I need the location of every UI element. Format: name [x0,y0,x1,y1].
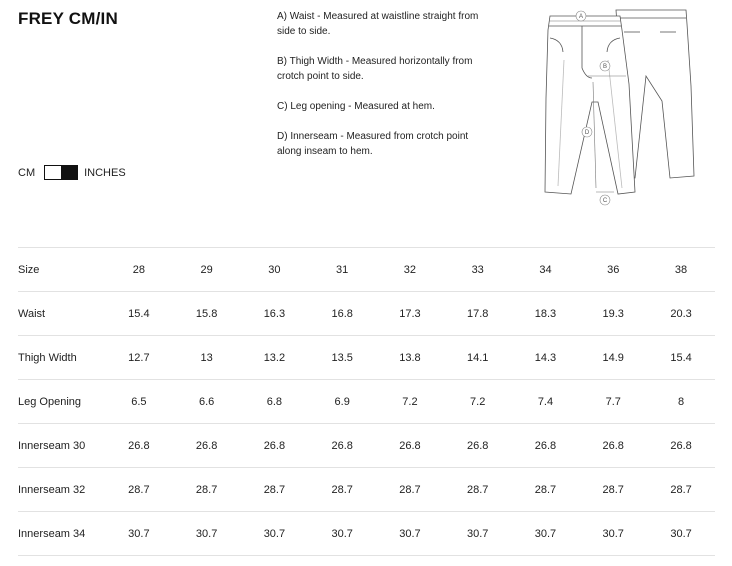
row-label: Innerseam 34 [18,512,105,556]
table-cell: 30.7 [173,512,241,556]
row-label: Leg Opening [18,380,105,424]
table-header-row [18,248,715,292]
table-cell: 26.8 [173,424,241,468]
size-header-label: Size [18,248,105,292]
table-cell: 26.8 [579,424,647,468]
table-cell: 15.4 [105,292,173,336]
table-cell: 6.8 [241,380,309,424]
table-cell: 15.4 [647,336,715,380]
table-cell: 28.7 [241,468,309,512]
unit-inches-label[interactable]: INCHES [84,166,126,179]
table-cell: 7.7 [579,380,647,424]
unit-switch[interactable] [44,165,78,180]
table-cell: 30.7 [444,512,512,556]
table-row [18,336,715,380]
table-cell: 6.6 [173,380,241,424]
size-table [18,247,715,556]
table-row [18,512,715,556]
table-cell: 6.9 [308,380,376,424]
table-cell: 15.8 [173,292,241,336]
table-cell: 28.7 [105,468,173,512]
table-cell: 8 [647,380,715,424]
table-cell: 30.7 [241,512,309,556]
marker-a: A [578,14,584,20]
table-cell: 7.2 [444,380,512,424]
note-waist: A) Waist - Measured at waistline straight from side to side. [277,11,479,37]
table-cell: 16.3 [241,292,309,336]
unit-switch-knob [61,166,77,179]
table-cell: 13.5 [308,336,376,380]
table-row [18,292,715,336]
unit-cm-label[interactable]: CM [18,166,36,179]
size-header-cell: 31 [308,248,376,292]
table-cell: 12.7 [105,336,173,380]
size-header-cell: 29 [173,248,241,292]
table-cell: 16.8 [308,292,376,336]
table-cell: 7.4 [512,380,580,424]
table-cell: 14.1 [444,336,512,380]
table-cell: 28.7 [512,468,580,512]
table-cell: 18.3 [512,292,580,336]
table-cell: 28.7 [173,468,241,512]
table-cell: 19.3 [579,292,647,336]
table-cell: 30.7 [647,512,715,556]
row-label: Waist [18,292,105,336]
row-label: Innerseam 30 [18,424,105,468]
size-header-cell: 38 [647,248,715,292]
table-cell: 26.8 [444,424,512,468]
size-header-cell: 34 [512,248,580,292]
table-cell: 13.2 [241,336,309,380]
note-thigh-width: B) Thigh Width - Measured horizontally from crotch point to side. [277,56,473,82]
page-title: FREY CM/IN [18,9,118,28]
table-cell: 28.7 [647,468,715,512]
table-cell: 30.7 [579,512,647,556]
table-cell: 13 [173,336,241,380]
table-cell: 26.8 [105,424,173,468]
table-row [18,468,715,512]
pants-measurement-diagram [536,6,696,208]
row-label: Thigh Width [18,336,105,380]
table-cell: 30.7 [512,512,580,556]
size-header-cell: 28 [105,248,173,292]
size-header-cell: 32 [376,248,444,292]
table-cell: 26.8 [647,424,715,468]
size-header-cell: 33 [444,248,512,292]
note-leg-opening: C) Leg opening - Measured at hem. [277,101,435,112]
size-header-cell: 30 [241,248,309,292]
size-header-cell: 36 [579,248,647,292]
marker-d: D [584,130,590,136]
table-cell: 26.8 [512,424,580,468]
table-cell: 28.7 [376,468,444,512]
table-cell: 26.8 [308,424,376,468]
table-cell: 6.5 [105,380,173,424]
table-cell: 30.7 [308,512,376,556]
table-row [18,424,715,468]
table-cell: 28.7 [444,468,512,512]
table-cell: 26.8 [241,424,309,468]
table-cell: 14.3 [512,336,580,380]
unit-toggle [18,165,126,180]
marker-c: C [602,198,608,204]
measurement-notes [277,9,487,174]
table-cell: 17.3 [376,292,444,336]
table-row [18,380,715,424]
table-cell: 13.8 [376,336,444,380]
table-cell: 30.7 [105,512,173,556]
table-cell: 30.7 [376,512,444,556]
marker-b: B [602,64,608,70]
table-cell: 14.9 [579,336,647,380]
table-cell: 28.7 [308,468,376,512]
table-cell: 17.8 [444,292,512,336]
table-cell: 26.8 [376,424,444,468]
table-cell: 20.3 [647,292,715,336]
note-innerseam: D) Innerseam - Measured from crotch point along inseam to hem. [277,131,469,157]
table-cell: 7.2 [376,380,444,424]
table-cell: 28.7 [579,468,647,512]
row-label: Innerseam 32 [18,468,105,512]
